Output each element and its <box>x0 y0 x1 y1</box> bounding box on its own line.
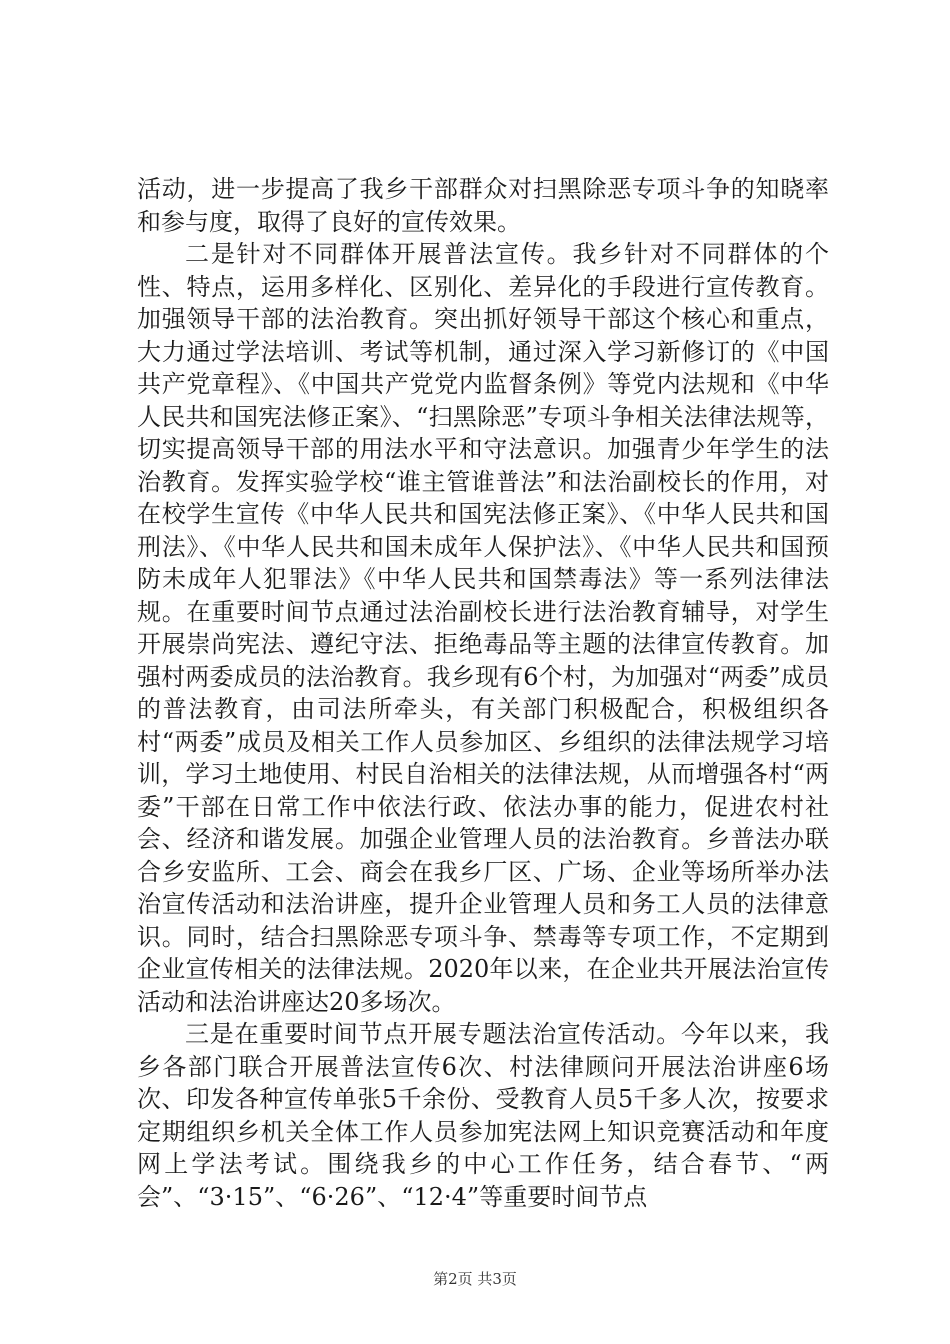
paragraph-target-groups: 二是针对不同群体开展普法宣传。我乡针对不同群体的个性、特点，运用多样化、区别化、差异化的手段进行宣传教育。加强领导干部的法治教育。突出抓好领导干部这个核心和重点，大力通过学法培训、考试等机制，通过深入学习新修订的《中国共产党章程》、《中国共产党党内监督条例》等党内法规和《中华人民共和国宪法修正案》、“扫黑除恶”专项斗争相关法律法规等，切实提高领导干部的用法水平和守法意识。加强青少年学生的法治教育。发挥实验学校“谁主管谁普法”和法治副校长的作用，对在校学生宣传《中华人民共和国宪法修正案》、《中华人民共和国刑法》、《中华人民共和国未成年人保护法》、《中华人民共和国预防未成年人犯罪法》《中华人民共和国禁毒法》等一系列法律法规。在重要时间节点通过法治副校长进行法治教育辅导，对学生开展崇尚宪法、遵纪守法、拒绝毒品等主题的法律宣传教育。加强村两委成员的法治教育。我乡现有6个村，为加强对“两委”成员的普法教育，由司法所牵头，有关部门积极配合，积极组织各村“两委”成员及相关工作人员参加区、乡组织的法律法规学习培训，学习土地使用、村民自治相关的法律法规，从而增强各村“两委”干部在日常工作中依法行政、依法办事的能力，促进农村社会、经济和谐发展。加强企业管理人员的法治教育。乡普法办联合乡安监所、工会、商会在我乡厂区、广场、企业等场所举办法治宣传活动和法治讲座，提升企业管理人员和务工人员的法律意识。同时，结合扫黑除恶专项斗争、禁毒等专项工作，不定期到企业宣传相关的法律法规。2020年以来，在企业共开展法治宣传活动和法治讲座达20多场次。 <box>137 240 829 1016</box>
document-body <box>137 173 829 1213</box>
paragraph-key-dates: 三是在重要时间节点开展专题法治宣传活动。今年以来，我乡各部门联合开展普法宣传6次、村法律顾问开展法治讲座6场次、印发各种宣传单张5千余份、受教育人员5千多人次，按要求定期组织乡机关全体工作人员参加宪法网上知识竞赛活动和年度网上学法考试。围绕我乡的中心工作任务，结合春节、“两会”、“3·15”、“6·26”、“12·4”等重要时间节点 <box>137 1020 829 1211</box>
page-number-footer: 第2页 共3页 <box>433 1270 517 1288</box>
paragraph-continuation: 活动，进一步提高了我乡干部群众对扫黑除恶专项斗争的知晓率和参与度，取得了良好的宣传效果。 <box>137 175 829 236</box>
